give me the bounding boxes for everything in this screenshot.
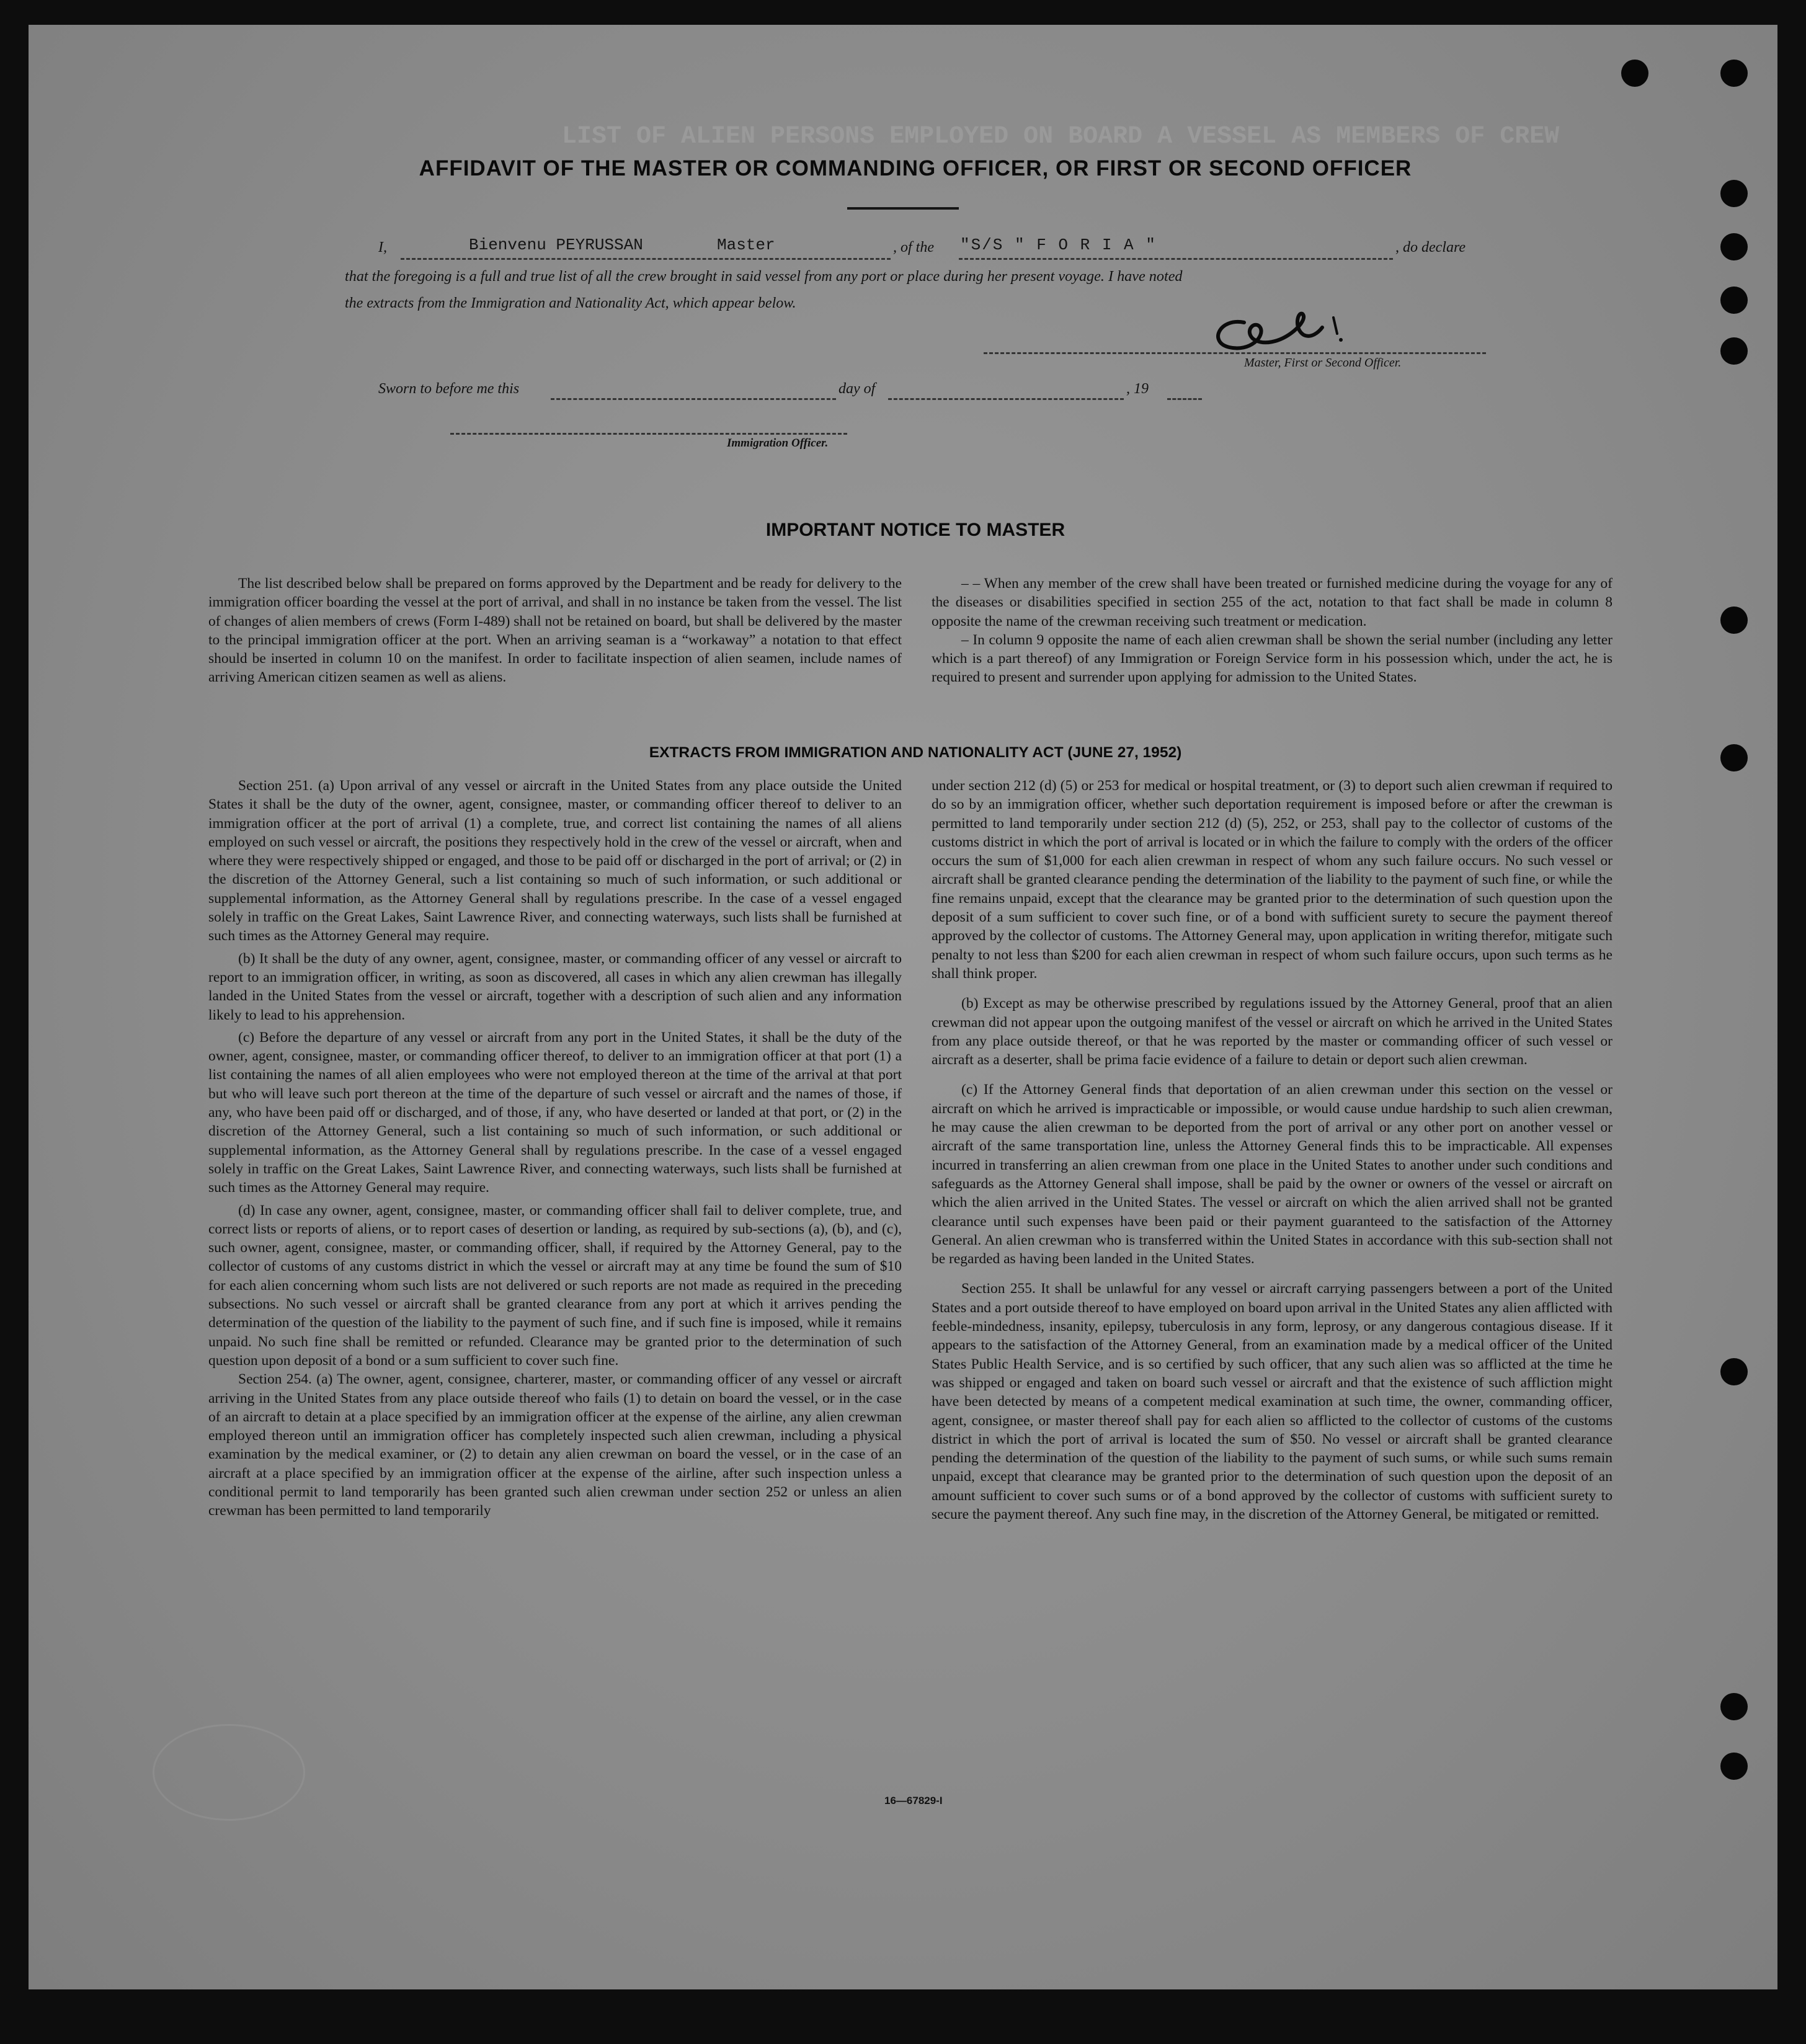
of-the-label: , of the xyxy=(893,239,934,256)
master-name-field: Bienvenu PEYRUSSAN xyxy=(469,236,643,254)
vessel-fill-line xyxy=(959,258,1393,260)
do-declare-label: , do declare xyxy=(1395,239,1466,256)
sworn-month-fill-line xyxy=(888,398,1124,400)
extracts-title: EXTRACTS FROM IMMIGRATION AND NATIONALITY ACT (JUNE 27, 1952) xyxy=(649,744,1182,761)
officer-title-label: Master, First or Second Officer. xyxy=(1244,356,1402,370)
notice-paragraph: The list described below shall be prepared on forms approved by the Department and be ready for delivery to the immigration officer boarding the vessel at the port of arrival, and shall in no instance be taken from the vessel. The list of changes of alien members of crews (Form I-489) shall not be retained on board, but shall be delivered by the master to the principal immigration officer at the port. When an arriving seaman is a “workaway” a notation to that effect should be inserted in column 10 on the manifest. In order to facilitate inspection of alien seamen, include names of arriving American citizen seamen as well as aliens. xyxy=(208,575,902,686)
notice-title: IMPORTANT NOTICE TO MASTER xyxy=(765,520,1065,540)
punch-hole xyxy=(1621,60,1648,87)
affidavit-statement-line: the extracts from the Immigration and Nationality Act, which appear below. xyxy=(345,295,796,311)
act-paragraph: Section 255. It shall be unlawful for any vessel or aircraft carrying passengers between a port of the United States and a port outside thereof to have employed on board upon arrival in the United States any alien afflicted with feeble-mindedness, insanity, epilepsy, tuberculosis in any form, leprosy, or any dangerous contagious disease. If it appears to the satisfaction of the Attorney General, from an examination made by a medical officer of the United States Public Health Service, and is so certified by such officer, that any such alien was so afflicted at the time he was shipped or engaged and taken on board such vessel or aircraft and that the existence of such affliction might have been detected by means of a competent medical examination at such time, the owner, commanding officer, agent, consignee, or master thereof shall pay for each alien so afflicted to the collector of customs of the customs district in which the port of arrival is located the sum of $50. No vessel or aircraft shall be granted clearance pending the determination of the question of the liability to the payment of such sums, or while such sums remain unpaid, except that clearance may be granted prior to the determination of such question upon the deposit of an amount sufficient to cover such sums or of a bond approved by the collector of customs with sufficient surety to secure the payment thereof. Any such fine may, in the discretion of the Attorney General, be mitigated or remitted. xyxy=(932,1281,1612,1522)
punch-hole xyxy=(1720,744,1748,771)
name-fill-line xyxy=(401,258,891,260)
sworn-day-fill-line xyxy=(551,398,836,400)
vessel-name-field: "S/S " F O R I A " xyxy=(960,236,1157,254)
sworn-label: Sworn to before me this xyxy=(378,381,520,397)
punch-hole xyxy=(1720,287,1748,314)
act-paragraph: Section 251. (a) Upon arrival of any vessel or aircraft in the United States from any place outside the United States it shall be the duty of the owner, agent, consignee, master, or commanding officer thereof to deliver to an immigration officer at the port of arrival (1) a complete, true, and correct list containing the names of all aliens employed on such vessel or aircraft, the positions they respectively hold in the crew of the vessel or aircraft, when and where they were respectively shipped or engaged, and those to be paid off or discharged in the port of arrival; or (2) in the discretion of the Attorney General, such a list containing so much of such information, or such additional or supplemental information, as the Attorney General shall by regulations prescribe. In the case of a vessel engaged solely in traffic on the Great Lakes, Saint Lawrence River, and connecting waterways, such lists shall be furnished at such times as the Attorney General may require. xyxy=(208,778,902,944)
punch-hole xyxy=(1720,60,1748,87)
act-paragraph: (c) Before the departure of any vessel or aircraft from any port in the United States, it shall be the duty of the owner, agent, consignee, master, or commanding officer thereof, to deliver to an immigration officer at that port (1) a list containing the names of all alien employees who were not employed thereon at the time of the arrival at that port but who will leave such port thereon at the time of the departure of such vessel or aircraft and the names of those, if any, who have been paid off or discharged, and of those, if any, who have deserted or landed at that port, or (2) in the discretion of the Attorney General, such a list containing so much of such information, or such additional or supplemental information, as the Attorney General shall by regulations prescribe. In the case of a vessel engaged solely in traffic on the Great Lakes, Saint Lawrence River, and connecting waterways, such lists shall be furnished at such times as the Attorney General may require. xyxy=(208,1029,902,1196)
affidavit-statement-line: that the foregoing is a full and true list of all the crew brought in said vessel from any port or place during her present voyage. I have noted xyxy=(345,268,1183,285)
affidavit-title: AFFIDAVIT OF THE MASTER OR COMMANDING OFFICER, OR FIRST OR SECOND OFFICER xyxy=(419,156,1412,180)
extracts-right-column xyxy=(932,776,1612,1524)
punch-hole xyxy=(1720,337,1748,365)
immigration-officer-signature-line xyxy=(450,433,847,435)
sworn-year-fill-line xyxy=(1167,398,1202,400)
form-number: 16—67829-I xyxy=(884,1795,943,1806)
document-page xyxy=(29,25,1777,1989)
notice-right-column xyxy=(932,574,1612,687)
punch-hole xyxy=(1720,1753,1748,1780)
extracts-left-column xyxy=(208,776,902,1521)
act-paragraph: Section 254. (a) The owner, agent, consignee, charterer, master, or commanding officer of any vessel or aircraft arriving in the United States from any place outside thereof who fails (1) to detain on board the vessel, or in the case of an aircraft to detain at a place specified by an immigration officer at the expense of the airline, any alien crewman employed thereon until an immigration officer has completely inspected such alien crewman, including a physical examination by the medical examiner, or (2) to detain any alien crewman on board the vessel, or in the case of an aircraft at a place specified by an immigration officer at the expense of the airline, after such inspection unless a conditional permit to land temporarily has been granted such alien crewman under section 252 or unless an alien crewman has been permitted to land temporarily xyxy=(208,1371,902,1519)
notice-paragraph: – – When any member of the crew shall have been treated or furnished medicine during the voyage for any of the diseases or disabilities specified in section 255 of the act, notation to that fact shall be made in column 8 opposite the name of the crewman receiving such treatment or medication. xyxy=(932,575,1612,629)
act-paragraph: (b) It shall be the duty of any owner, agent, consignee, master, or commanding officer of any vessel or aircraft to report to an immigration officer, in writing, as soon as discovered, all cases in which any alien crewman has illegally landed in the United States from the vessel or aircraft, together with a description of such alien and any information likely to lead to his apprehension. xyxy=(208,950,902,1023)
notice-paragraph: – In column 9 opposite the name of each alien crewman shall be shown the serial number (including any letter which is a part thereof) of any Immigration or Foreign Service form in his possession which, under the act, he is required to present and surrender upon applying for admission to the United States. xyxy=(932,631,1612,686)
punch-hole xyxy=(1720,1358,1748,1385)
show-through-text: LIST OF ALIEN PERSONS EMPLOYED ON BOARD A VESSEL AS MEMBERS OF CREW xyxy=(562,123,1560,151)
title-divider xyxy=(847,207,959,210)
immigration-officer-label: Immigration Officer. xyxy=(727,437,829,450)
punch-hole xyxy=(1720,607,1748,634)
punch-hole xyxy=(1720,180,1748,207)
embossed-seal xyxy=(153,1724,305,1821)
day-of-label: day of xyxy=(838,381,876,397)
punch-hole xyxy=(1720,1693,1748,1720)
punch-hole xyxy=(1720,233,1748,260)
year-label: , 19 xyxy=(1126,381,1149,397)
signature-line xyxy=(984,352,1486,354)
act-paragraph: (b) Except as may be otherwise prescribed by regulations issued by the Attorney General, proof that an alien crewman did not appear upon the outgoing manifest of the vessel or aircraft on which he arrived in the United States from any place outside thereof, or that he was reported by the master or commanding officer of such vessel or aircraft as a deserter, shall be prima facie evidence of a failure to detain or deport such alien crewman. xyxy=(932,995,1612,1069)
act-paragraph: (d) In case any owner, agent, consignee, master, or commanding officer shall fail to deliver complete, true, and correct lists or reports of aliens, or to report cases of desertion or landing, as required by sub-sections (a), (b), and (c), such owner, agent, consignee, master, or commanding officer, shall, if required by the Attorney General, pay to the collector of customs of any customs district in which the vessel or aircraft may at any time be found the sum of $10 for each alien concerning whom such lists are not delivered or such reports are not made as required in the preceding subsections. No such vessel or aircraft shall be granted clearance from any port at which it arrives pending the determination of the question of the liability to the payment of such fine, and if such fine is imposed, while it remains unpaid. No such fine shall be remitted or refunded. Clearance may be granted prior to the determination of such question upon deposit of a bond or a sum sufficient to cover such fine. xyxy=(208,1202,902,1369)
act-paragraph: (c) If the Attorney General finds that deportation of an alien crewman under this section on the vessel or aircraft on which he arrived is impracticable or impossible, or would cause undue hardship to such alien crewman, he may cause the alien crewman to be deported from the port of arrival or any other port on another vessel or aircraft of the same transportation line, unless the Attorney General finds this to be impracticable. All expenses incurred in transferring an alien crewman from one place in the United States to another under such conditions and safeguards as the Attorney General shall impose, shall be paid by the owner or owners of the vessel or aircraft on which the alien arrived in the United States. The vessel or aircraft on which the alien arrived shall not be granted clearance until such expenses have been paid or their payment guaranteed to the satisfaction of the Attorney General. An alien crewman who is transferred within the United States in accordance with this sub-section shall not be regarded as having been landed in the United States. xyxy=(932,1082,1612,1268)
act-paragraph: under section 212 (d) (5) or 253 for medical or hospital treatment, or (3) to deport such alien crewman if required to do so by an immigration officer, whether such deportation requirement is imposed before or after the crewman is permitted to land temporarily under section 212 (d) (5), 252, or 253, shall pay to the collector of customs of the customs district in which the port of arrival is located or in which the failure to comply with the orders of the officer occurs the sum of $1,000 for each alien crewman in respect of whom any such failure occurs. No such vessel or aircraft shall be granted clearance pending the determination of the liability to the payment of such fine, or while the fine remains unpaid, except that the clearance may be granted prior to the determination of such question upon the deposit of a sum sufficient to cover such fine, or of a bond with sufficient surety to secure the payment thereof approved by the collector of customs. The Attorney General may, upon application in writing therefor, mitigate such penalty to not less than $200 for each alien crewman in respect of whom such failure occurs, upon such terms as he shall think proper. xyxy=(932,778,1612,982)
i-label: I, xyxy=(378,239,387,256)
rank-field: Master xyxy=(717,236,775,254)
notice-left-column xyxy=(208,574,902,687)
